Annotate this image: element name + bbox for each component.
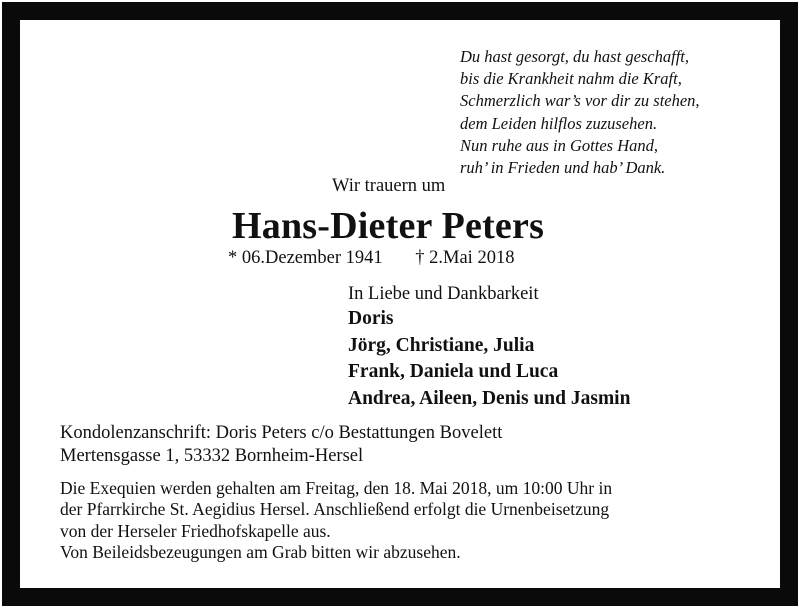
poem-line: bis die Krankheit nahm die Kraft, bbox=[460, 69, 682, 89]
family-member: Andrea, Aileen, Denis und Jasmin bbox=[348, 387, 631, 409]
obituary-frame bbox=[2, 2, 798, 606]
condolence-address bbox=[60, 422, 502, 468]
poem-line: Du hast gesorgt, du hast geschafft, bbox=[460, 47, 690, 66]
family-intro: In Liebe und Dankbarkeit bbox=[348, 284, 539, 304]
family-signatures bbox=[348, 282, 630, 412]
family-member: Frank, Daniela und Luca bbox=[348, 361, 559, 382]
memorial-poem bbox=[460, 46, 780, 179]
poem-line: ruh’ in Frieden und hab’ Dank. bbox=[460, 158, 666, 178]
life-dates bbox=[228, 248, 514, 269]
address-line: Kondolenzanschrift: Doris Peters c/o Bestattungen Bovelett bbox=[60, 423, 503, 443]
funeral-notice bbox=[60, 478, 612, 564]
poem-line: dem Leiden hilflos zuzusehen. bbox=[460, 113, 658, 133]
family-member: Doris bbox=[348, 308, 394, 329]
mourning-announcement: Wir trauern um bbox=[332, 176, 446, 196]
funeral-line: von der Herseler Friedhofskapelle aus. bbox=[60, 520, 331, 541]
obituary-content bbox=[20, 20, 780, 588]
poem-line: Nun ruhe aus in Gottes Hand, bbox=[460, 135, 658, 155]
poem-line: Schmerzlich war’s vor dir zu stehen, bbox=[460, 91, 700, 111]
birth-date: * 06.Dezember 1941 bbox=[228, 248, 383, 268]
address-line: Mertensgasse 1, 53332 Bornheim-Hersel bbox=[60, 446, 364, 466]
funeral-line: Die Exequien werden gehalten am Freitag, den 18. Mai 2018, um 10:00 Uhr in bbox=[60, 478, 613, 498]
funeral-line: der Pfarrkirche St. Aegidius Hersel. Anschließend erfolgt die Urnenbeisetzung bbox=[60, 499, 610, 520]
death-date: † 2.Mai 2018 bbox=[415, 248, 515, 268]
deceased-name: Hans-Dieter Peters bbox=[232, 205, 545, 247]
family-member: Jörg, Christiane, Julia bbox=[348, 334, 535, 356]
funeral-line: Von Beileidsbezeugungen am Grab bitten wir abzusehen. bbox=[60, 542, 461, 563]
